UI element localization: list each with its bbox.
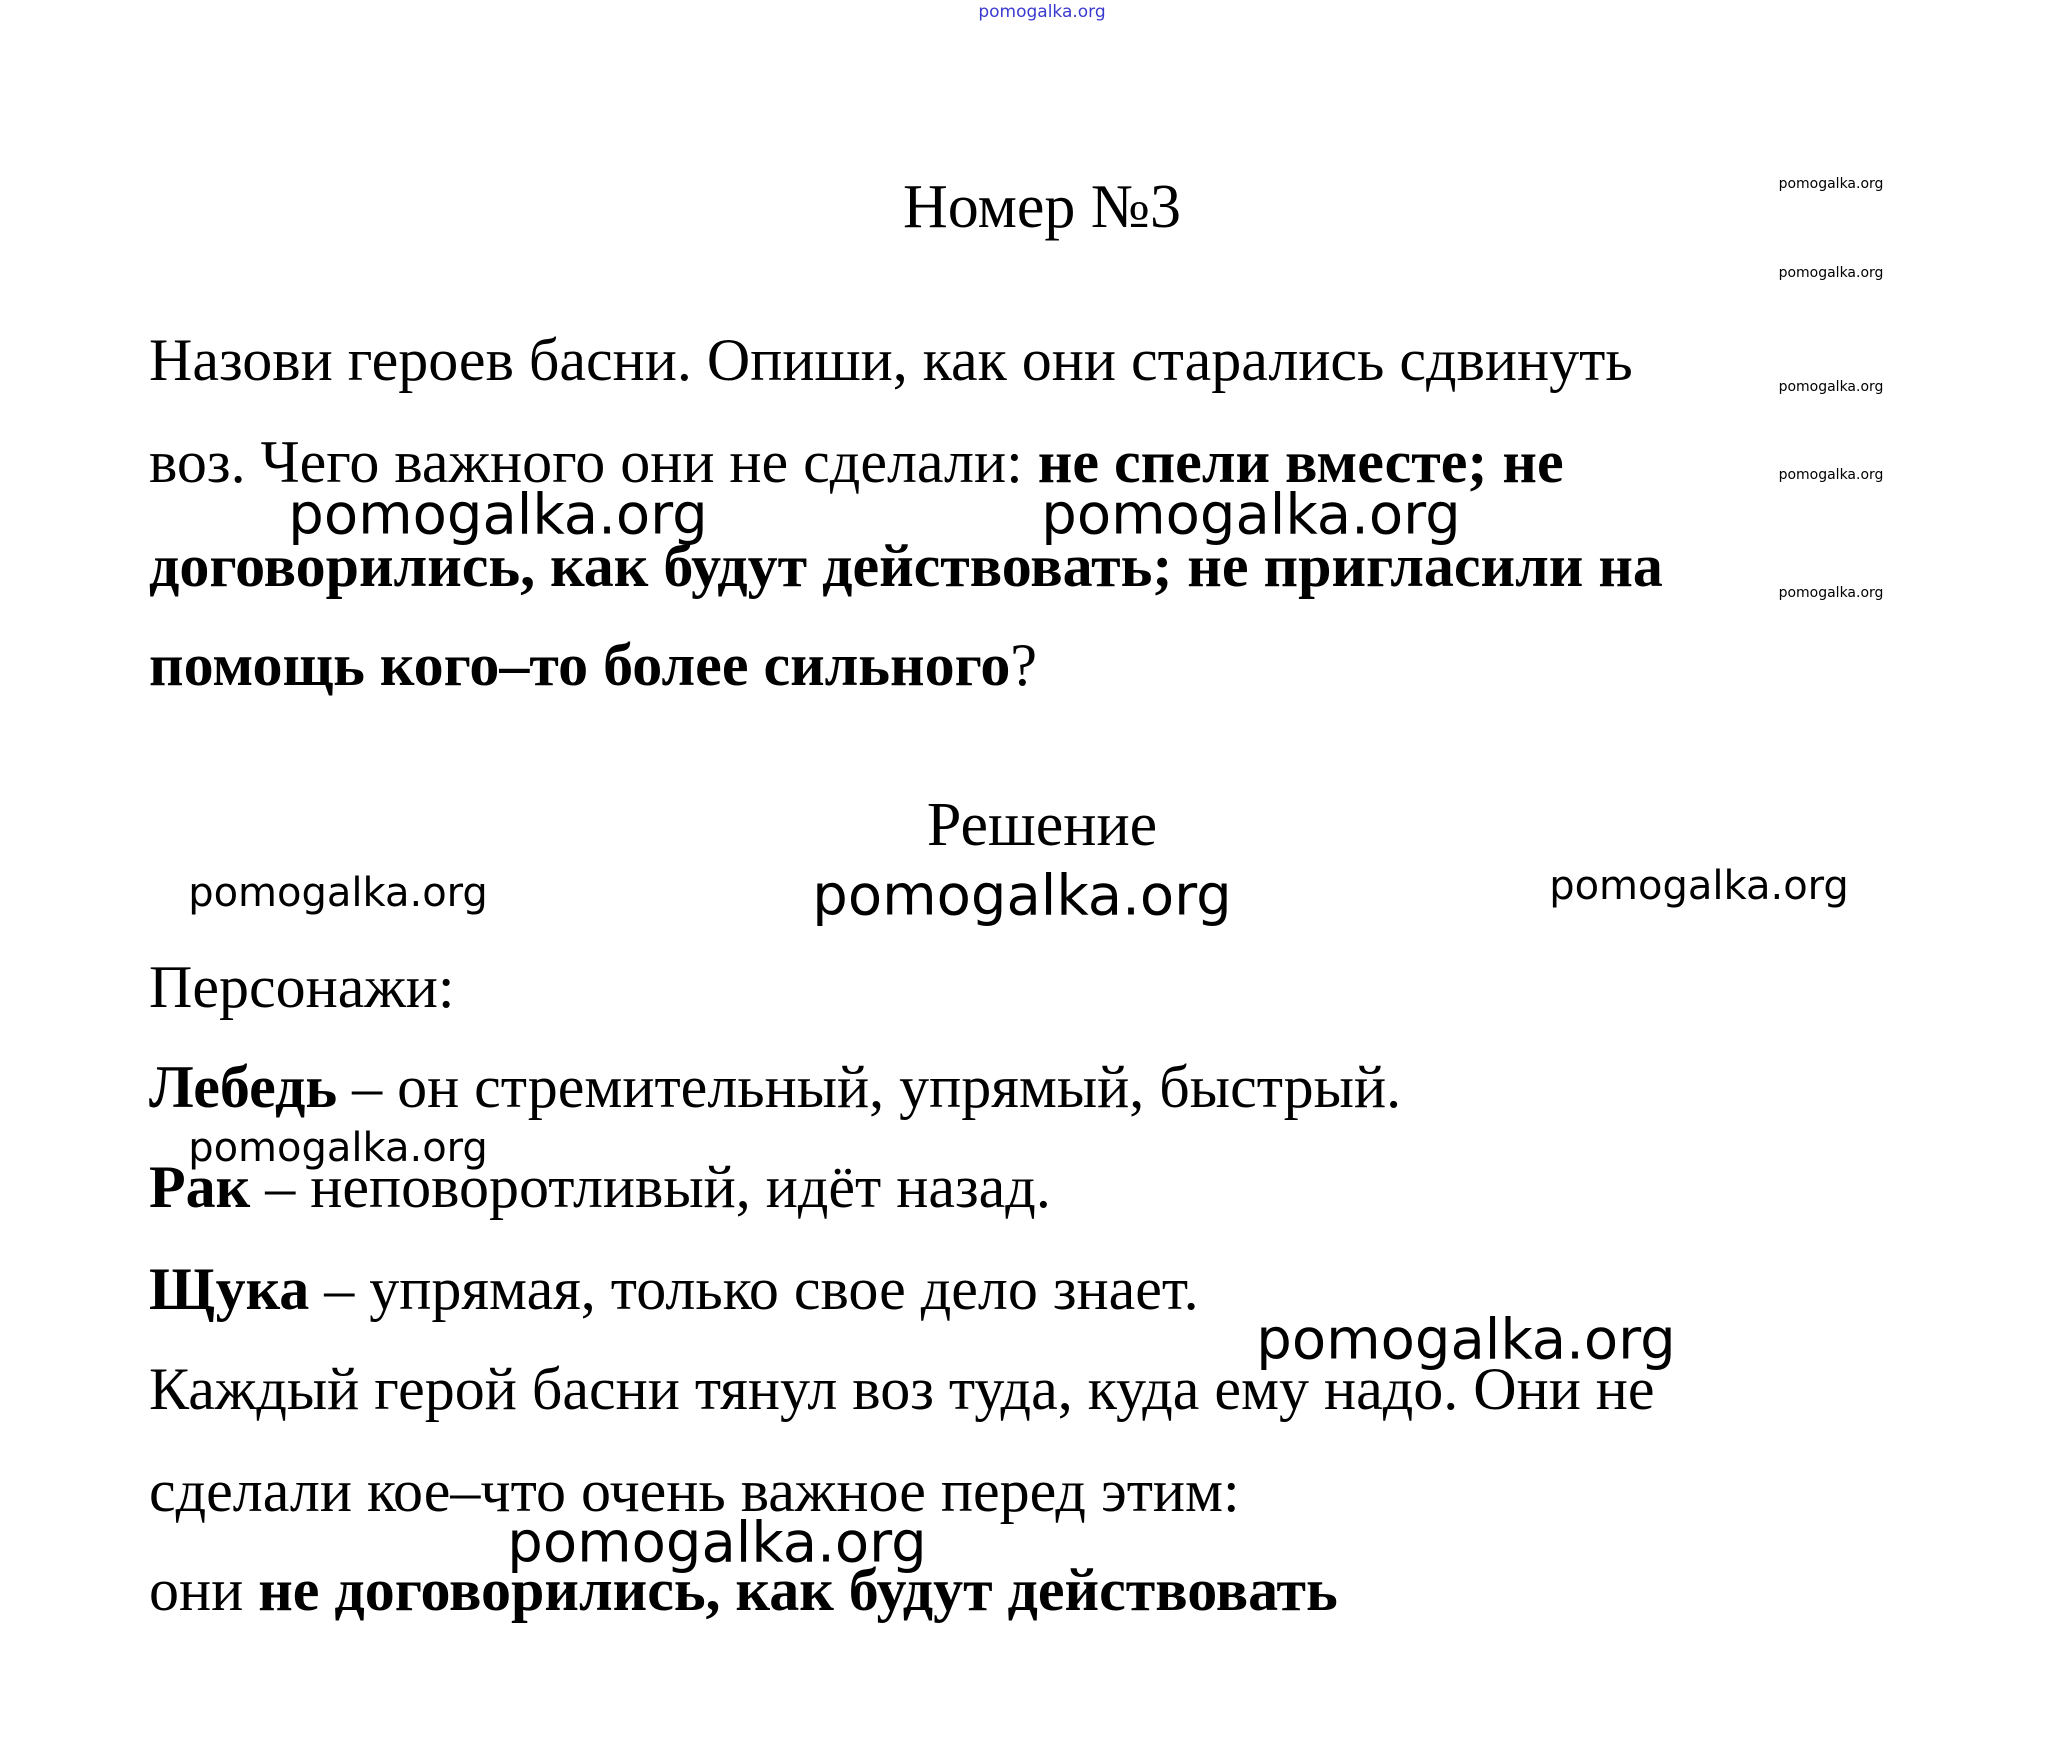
page-title: Номер №3 <box>902 173 1181 241</box>
character-desc: – он стремительный, упрямый, быстрый. <box>337 1054 1402 1120</box>
question-text: воз. Чего важного они не сделали: <box>149 429 1038 495</box>
question-line-1: Назови героев басни. Опиши, как они старались сдвинуть <box>149 327 1633 393</box>
watermark-top[interactable]: pomogalka.org <box>978 2 1106 22</box>
character-pike <box>149 1256 1199 1322</box>
watermark-medium: pomogalka.org <box>188 870 488 916</box>
character-name: Щука <box>149 1256 310 1322</box>
watermark-small: pomogalka.org <box>1778 265 1884 281</box>
watermark-large: pomogalka.org <box>1041 482 1461 548</box>
answer-highlight: помощь кого–то более сильного <box>149 632 1011 698</box>
watermark-small: pomogalka.org <box>1778 379 1884 395</box>
watermark-large: pomogalka.org <box>1256 1307 1676 1373</box>
character-name: Рак <box>149 1154 251 1220</box>
watermark-large: pomogalka.org <box>812 863 1232 929</box>
watermark-small: pomogalka.org <box>1778 585 1884 601</box>
answer-highlight: договорились, как будут действовать; не пригласили на <box>149 533 1663 599</box>
question-line-4 <box>149 632 1037 698</box>
character-name: Лебедь <box>149 1054 338 1120</box>
watermark-large: pomogalka.org <box>288 482 708 548</box>
character-desc: – упрямая, только свое дело знает. <box>309 1256 1199 1322</box>
answer-text: они <box>149 1557 259 1623</box>
answer-para-line-1: Каждый герой басни тянул воз туда, куда ему надо. Они не <box>149 1356 1655 1422</box>
solution-heading: Решение <box>926 791 1158 859</box>
answer-highlight: не договорились, как будут действовать <box>258 1557 1338 1623</box>
question-mark: ? <box>1010 632 1037 698</box>
characters-label: Персонажи: <box>149 954 455 1020</box>
watermark-small: pomogalka.org <box>1778 176 1884 192</box>
character-desc: – неповоротливый, идёт назад. <box>250 1154 1051 1220</box>
watermark-medium: pomogalka.org <box>188 1125 488 1171</box>
watermark-small: pomogalka.org <box>1778 467 1884 483</box>
character-swan <box>149 1054 1402 1120</box>
answer-para-line-2: сделали кое–что очень важное перед этим: <box>149 1458 1240 1524</box>
watermark-medium: pomogalka.org <box>1549 863 1849 909</box>
answer-highlight: не спели вместе; не <box>1037 429 1564 495</box>
watermark-large: pomogalka.org <box>507 1510 927 1576</box>
